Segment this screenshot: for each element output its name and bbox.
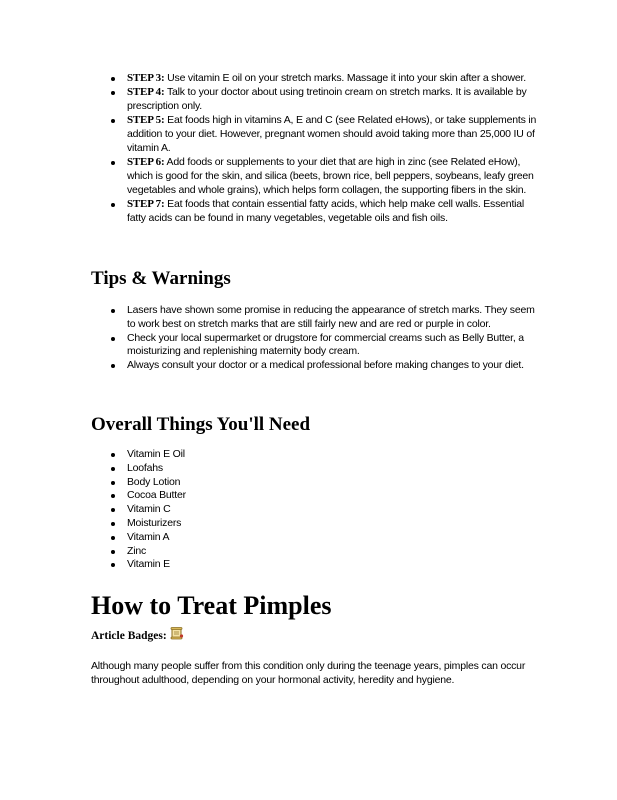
bullet — [111, 309, 115, 313]
need-item: Cocoa Butter — [127, 489, 186, 502]
bullet — [111, 481, 115, 485]
bullet — [111, 563, 115, 567]
list-item — [108, 304, 538, 332]
list-item — [108, 114, 538, 155]
list-item — [108, 545, 538, 559]
bullet — [111, 508, 115, 512]
need-item: Moisturizers — [127, 516, 182, 529]
need-item: Vitamin C — [127, 503, 171, 516]
list-item — [108, 558, 538, 572]
list-item — [108, 359, 538, 373]
bullet — [111, 550, 115, 554]
article-intro: Although many people suffer from this condition only during the teenage years, pimples can occur throughout adulthood, depending on your hormonal activity, heredity and hygiene. — [91, 660, 526, 686]
need-item: Vitamin A — [127, 530, 170, 543]
needs-list — [108, 448, 538, 572]
tips-heading: Tips & Warnings — [91, 268, 231, 289]
list-item — [108, 86, 538, 114]
list-item — [108, 503, 538, 517]
scroll-badge-icon[interactable] — [170, 627, 184, 640]
bullet — [111, 522, 115, 526]
step-text: Eat foods high in vitamins A, E and C (see Related eHows), or take supplements in addition to your diet. However, pregnant women should avoid taking more than 25,000 IU of vitamin A. — [127, 114, 537, 154]
bullet — [111, 91, 115, 95]
bullet — [111, 203, 115, 207]
list-item — [108, 332, 538, 360]
list-item — [108, 72, 538, 86]
bullet — [111, 119, 115, 123]
bullet — [111, 453, 115, 457]
badges-label: Article Badges: — [91, 630, 167, 642]
list-item — [108, 531, 538, 545]
step-text: Add foods or supplements to your diet that are high in zinc (see Related eHow), which is good for the skin, and silica (beets, brown rice, bell peppers, soybeans, leafy green vegetables and whole grains), which helps form collagen, the supporting fibers in the skin. — [127, 156, 534, 196]
article-badges — [91, 630, 184, 642]
bullet — [111, 467, 115, 471]
bullet — [111, 494, 115, 498]
step-text: Use vitamin E oil on your stretch marks. Massage it into your skin after a shower. — [164, 72, 526, 84]
step-text: Talk to your doctor about using tretinoin cream on stretch marks. It is available by prescription only. — [127, 86, 527, 113]
list-item — [108, 476, 538, 490]
tip-text: Check your local supermarket or drugstore for commercial creams such as Belly Butter, a moisturizing and replenishing maternity body cream. — [127, 331, 524, 358]
tip-text: Lasers have shown some promise in reducing the appearance of stretch marks. They seem to work best on stretch marks that are still fairly new and are red or purple in color. — [127, 304, 535, 330]
bullet — [111, 536, 115, 540]
step-label: STEP 7: — [127, 198, 165, 211]
tips-list — [108, 304, 538, 373]
bullet — [111, 161, 115, 165]
steps-list — [108, 72, 538, 226]
list-item — [108, 156, 538, 197]
need-item: Body Lotion — [127, 475, 181, 488]
step-text: Eat foods that contain essential fatty acids, which help make cell walls. Essential fatty acids can be found in many vegetables, vegetable oils and fish oils. — [127, 198, 525, 224]
step-label: STEP 4: — [127, 86, 165, 99]
bullet — [111, 364, 115, 368]
article-title: How to Treat Pimples — [91, 591, 332, 620]
tip-text: Always consult your doctor or a medical professional before making changes to your diet. — [127, 359, 524, 372]
list-item — [108, 198, 538, 226]
needs-heading: Overall Things You'll Need — [91, 414, 311, 435]
need-item: Loofahs — [127, 461, 163, 474]
list-item — [108, 517, 538, 531]
step-label: STEP 6: — [127, 156, 165, 169]
list-item — [108, 489, 538, 503]
step-label: STEP 5: — [127, 114, 165, 127]
need-item: Vitamin E Oil — [127, 448, 185, 460]
list-item — [108, 448, 538, 462]
need-item: Zinc — [127, 544, 147, 557]
need-item: Vitamin E — [127, 558, 170, 571]
step-label: STEP 3: — [127, 72, 165, 84]
list-item — [108, 462, 538, 476]
bullet — [111, 77, 115, 81]
bullet — [111, 337, 115, 341]
